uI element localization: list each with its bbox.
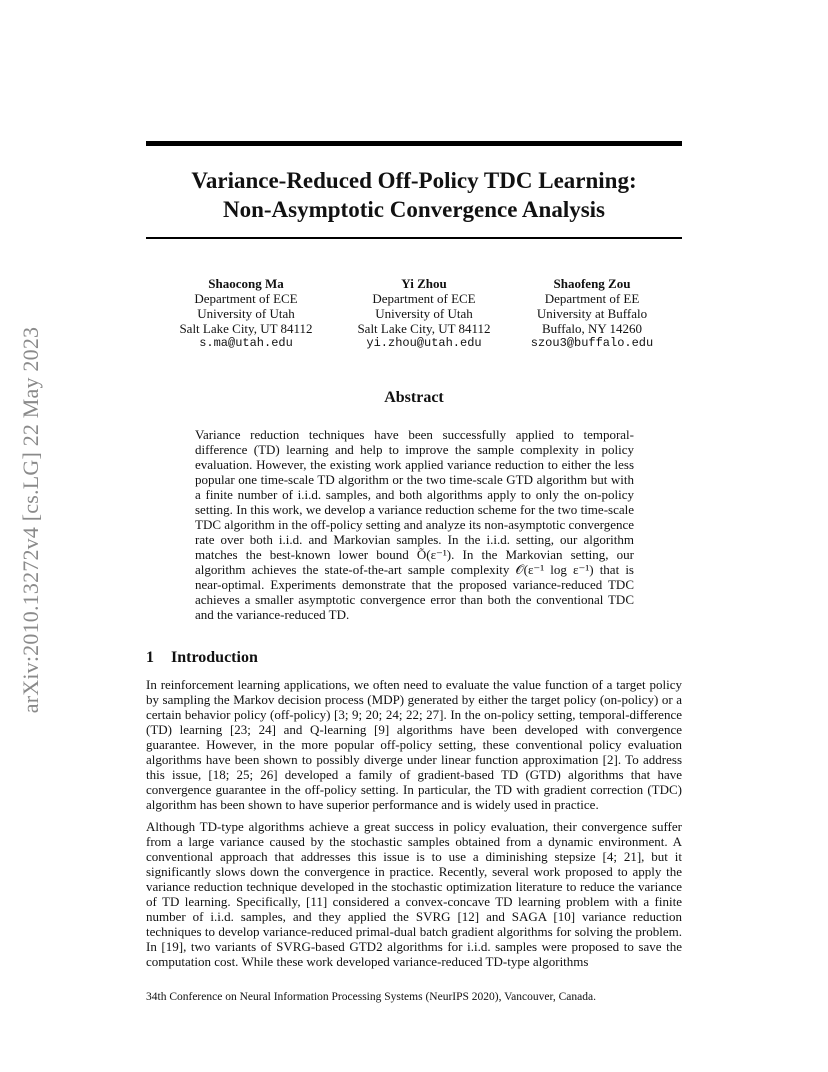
author-name: Shaofeng Zou bbox=[553, 276, 631, 291]
section-title: Introduction bbox=[171, 649, 258, 666]
author-name: Yi Zhou bbox=[401, 276, 447, 291]
author-2 bbox=[334, 276, 514, 351]
author-1 bbox=[156, 276, 336, 351]
author-univ: University of Utah bbox=[375, 306, 473, 321]
title-top-rule bbox=[146, 141, 682, 146]
section-number: 1 bbox=[146, 649, 154, 666]
author-city: Buffalo, NY 14260 bbox=[541, 321, 643, 336]
author-name: Shaocong Ma bbox=[208, 276, 284, 291]
author-email: yi.zhou@utah.edu bbox=[366, 336, 482, 350]
title-line-1: Variance-Reduced Off-Policy TDC Learning: bbox=[191, 168, 637, 193]
body-paragraph-2: Although TD-type algorithms achieve a great success in policy evaluation, their convergence suffer from a large variance caused by the stochastic samples obtained from a dynamic environment. A conventional approach that addresses this issue is to use a diminishing stepsize [4; 21], but it significantly slows down the convergence in practice. Recently, several work proposed to apply the variance reduction technique developed in the stochastic optimization literature to reduce the variance of TD learning. Specifically, [11] considered a convex-concave TD learning problem with a finite number of i.i.d. samples, and they applied the SVRG [12] and SAGA [10] variance reduction techniques to develop variance-reduced primal-dual batch gradient algorithms for solving the problem. In [19], two variants of SVRG-based GTD2 algorithms for i.i.d. samples were proposed to save the computation cost. While these work developed variance-reduced TD-type algorithms bbox=[146, 819, 682, 969]
author-3 bbox=[502, 276, 682, 351]
abstract-heading: Abstract bbox=[384, 389, 444, 406]
title-line-2: Non-Asymptotic Convergence Analysis bbox=[222, 197, 606, 222]
paper-title bbox=[146, 166, 682, 224]
abstract-text: Variance reduction techniques have been successfully applied to temporal-difference (TD) learning and help to improve the sample complexity in policy evaluation. However, the existing work applied variance reduction to either the less popular one time-scale TD algorithm or the two time-scale GTD algorithm but with a finite number of i.i.d. samples, and both algorithms apply to only the on-policy setting. In this work, we develop a variance reduction scheme for the two time-scale TDC algorithm in the off-policy setting and analyze its non-asymptotic convergence rate over both i.i.d. and Markovian samples. In the i.i.d. setting, our algorithm matches the best-known lower bound Õ(ε⁻¹). In the Markovian setting, our algorithm achieves the state-of-the-art sample complexity 𝒪(ε⁻¹ log ε⁻¹) that is near-optimal. Experiments demonstrate that the proposed variance-reduced TDC achieves a smaller asymptotic convergence error than both the conventional TDC and the variance-reduced TD. bbox=[195, 427, 634, 622]
author-block bbox=[146, 276, 682, 356]
title-bottom-rule bbox=[146, 237, 682, 239]
arxiv-identifier: arXiv:2010.13272v4 [cs.LG] 22 May 2023 bbox=[18, 326, 43, 714]
conference-footnote: 34th Conference on Neural Information Processing Systems (NeurIPS 2020), Vancouver, Canada. bbox=[146, 991, 596, 1003]
section-heading bbox=[146, 649, 682, 667]
author-univ: University at Buffalo bbox=[536, 306, 648, 321]
body-paragraph-1: In reinforcement learning applications, we often need to evaluate the value function of a target policy by sampling the Markov decision process (MDP) generated by either the target policy (on-policy) or a certain behavior policy (off-policy) [3; 9; 20; 24; 22; 27]. In the on-policy setting, temporal-difference (TD) learning [23; 24] and Q-learning [9] algorithms have been developed with convergence guarantee. However, in the more popular off-policy setting, these conventional policy evaluation algorithms have been shown to possibly diverge under linear function approximation [2]. To address this issue, [18; 25; 26] developed a family of gradient-based TD (GTD) algorithms that have convergence guarantee in the off-policy setting. In particular, the TD with gradient correction (TDC) algorithm has been shown to have superior performance and is widely used in practice. bbox=[146, 677, 682, 812]
author-email: szou3@buffalo.edu bbox=[530, 336, 654, 350]
author-univ: University of Utah bbox=[197, 306, 295, 321]
author-dept: Department of ECE bbox=[194, 291, 298, 306]
author-dept: Department of EE bbox=[544, 291, 640, 306]
author-dept: Department of ECE bbox=[372, 291, 476, 306]
author-city: Salt Lake City, UT 84112 bbox=[179, 321, 313, 336]
author-city: Salt Lake City, UT 84112 bbox=[357, 321, 491, 336]
author-email: s.ma@utah.edu bbox=[199, 336, 293, 350]
